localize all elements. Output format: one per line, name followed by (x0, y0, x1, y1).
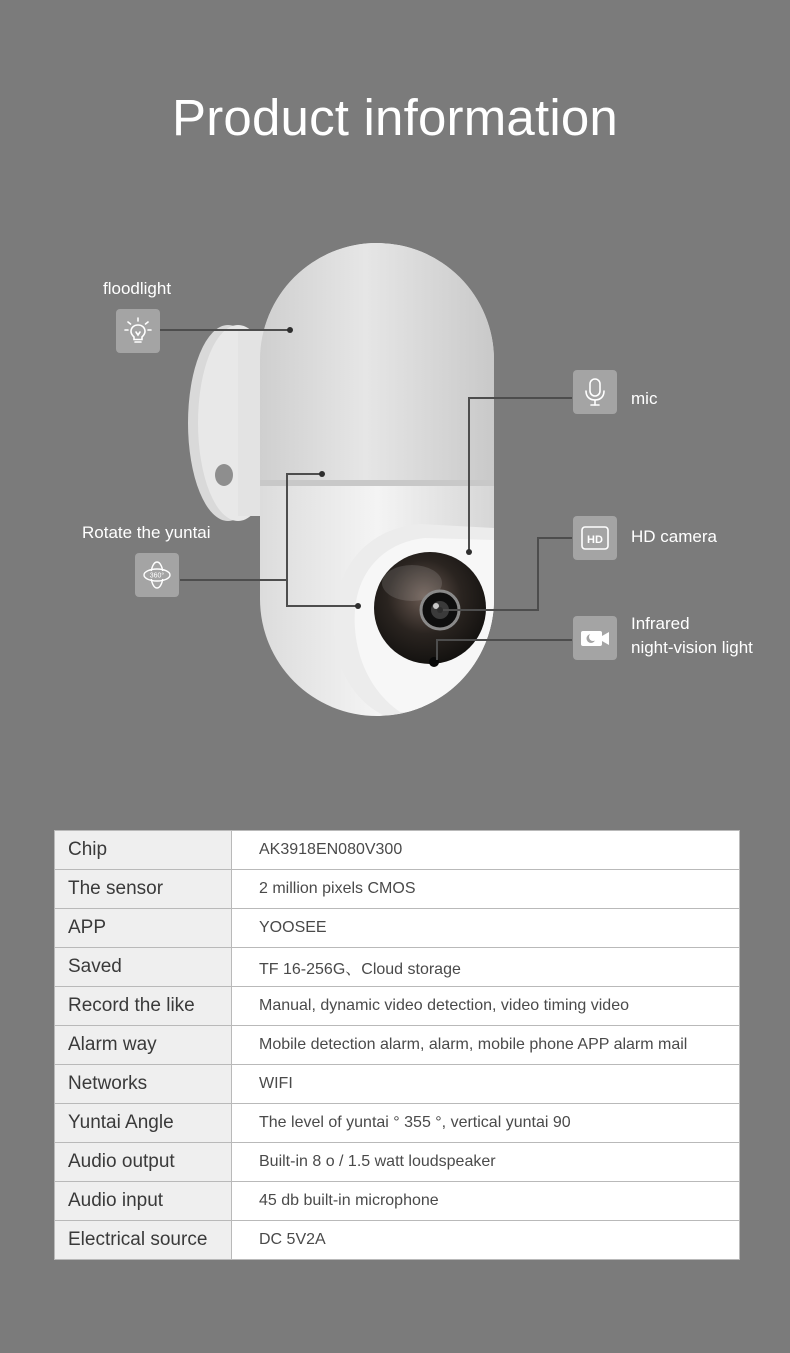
table-row (55, 1143, 740, 1182)
spec-key: Electrical source (55, 1221, 232, 1260)
spec-key: Yuntai Angle (55, 1104, 232, 1143)
spec-value: Built-in 8 o / 1.5 watt loudspeaker (232, 1143, 740, 1182)
spec-key: Audio input (55, 1182, 232, 1221)
mic-label: mic (631, 389, 658, 408)
spec-value: DC 5V2A (232, 1221, 740, 1260)
spec-key: Networks (55, 1065, 232, 1104)
table-row (55, 1104, 740, 1143)
spec-value: 45 db built-in microphone (232, 1182, 740, 1221)
hd-icon (573, 516, 617, 560)
table-row (55, 987, 740, 1026)
lightbulb-glyph (124, 316, 152, 346)
svg-text:HD: HD (587, 534, 603, 546)
spec-value: AK3918EN080V300 (232, 831, 740, 870)
table-row (55, 1065, 740, 1104)
floodlight-label: floodlight (103, 279, 172, 298)
table-row (55, 1182, 740, 1221)
infrared-label-line1: Infrared (631, 614, 690, 633)
spec-key: APP (55, 909, 232, 948)
table-row (55, 831, 740, 870)
rotate-360-icon (135, 553, 179, 597)
spec-key: Saved (55, 948, 232, 987)
spec-key: Record the like (55, 987, 232, 1026)
spec-value: Mobile detection alarm, alarm, mobile phone APP alarm mail (232, 1026, 740, 1065)
spec-value: YOOSEE (232, 909, 740, 948)
hd-glyph (580, 525, 610, 551)
rotate-360-glyph (141, 559, 173, 591)
table-row (55, 909, 740, 948)
spec-value: WIFI (232, 1065, 740, 1104)
spec-value: 2 million pixels CMOS (232, 870, 740, 909)
table-row (55, 1026, 740, 1065)
spec-key: The sensor (55, 870, 232, 909)
svg-text:360°: 360° (149, 572, 165, 580)
spec-value: TF 16-256G、Cloud storage (232, 948, 740, 987)
hd-camera-label: HD camera (631, 527, 717, 546)
microphone-glyph (582, 376, 608, 408)
lightbulb-icon (116, 309, 160, 353)
infrared-label (631, 612, 753, 660)
spec-table-body (55, 831, 740, 1260)
spec-value: The level of yuntai ° 355 °, vertical yuntai 90 (232, 1104, 740, 1143)
spec-value: Manual, dynamic video detection, video timing video (232, 987, 740, 1026)
spec-key: Audio output (55, 1143, 232, 1182)
night-camera-icon (573, 616, 617, 660)
night-camera-glyph (579, 626, 611, 650)
spec-key: Chip (55, 831, 232, 870)
table-row (55, 870, 740, 909)
microphone-icon (573, 370, 617, 414)
table-row (55, 948, 740, 987)
spec-table (54, 830, 740, 1260)
rotate-label: Rotate the yuntai (82, 523, 211, 542)
table-row (55, 1221, 740, 1260)
page-title: Product information (171, 89, 619, 146)
infrared-label-line2: night-vision light (631, 638, 753, 657)
spec-key: Alarm way (55, 1026, 232, 1065)
